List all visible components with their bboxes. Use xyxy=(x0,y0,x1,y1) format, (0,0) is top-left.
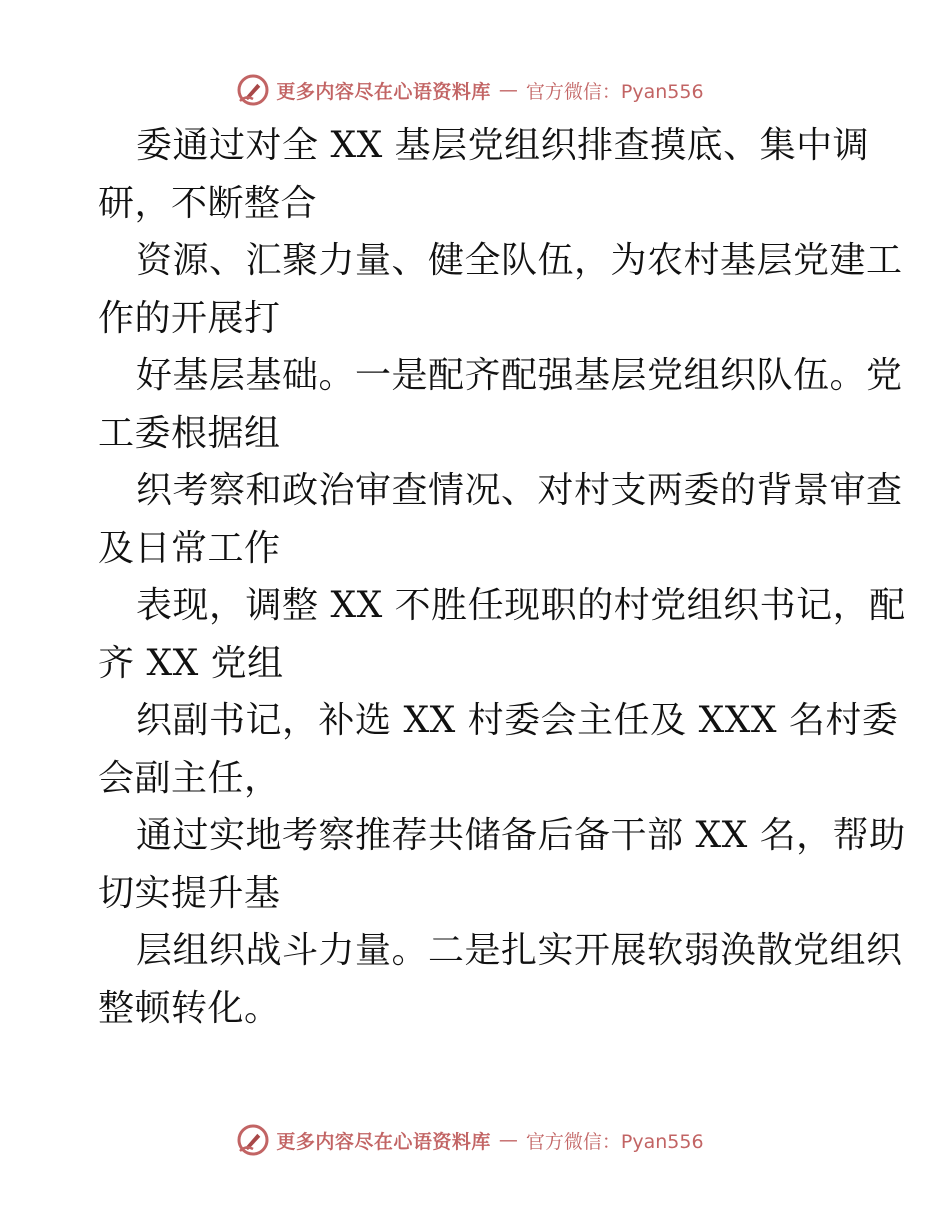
text-line: 层组织战斗力量。二是扎实开展软弱涣散党组织 xyxy=(136,930,903,971)
pen-logo-icon xyxy=(236,73,270,107)
text-line: 通过实地考察推荐共储备后备干部 XX 名，帮助 xyxy=(136,815,906,856)
text-line: 研，不断整合 xyxy=(98,182,318,224)
header-contact: 官方微信：Pyan556 xyxy=(525,80,704,103)
text-line: 资源、汇聚力量、健全队伍，为农村基层党建工 xyxy=(136,240,903,281)
text-line: 及日常工作 xyxy=(98,527,281,569)
text-line: 工委根据组 xyxy=(98,412,281,454)
footer-banner xyxy=(0,1120,950,1160)
footer-separator: — xyxy=(498,1129,518,1151)
text-line: 会副主任， xyxy=(98,757,281,799)
text-line: 整顿转化。 xyxy=(98,987,281,1029)
text-line: 齐 XX 党组 xyxy=(98,642,284,684)
text-line: 好基层基础。一是配齐配强基层党组织队伍。党 xyxy=(136,355,903,396)
header-title: 更多内容尽在心语资料库 xyxy=(276,80,491,103)
text-line: 切实提升基 xyxy=(98,872,281,914)
text-line: 表现，调整 XX 不胜任现职的村党组织书记，配 xyxy=(136,585,906,626)
text-line: 织考察和政治审查情况、对村支两委的背景审查 xyxy=(136,470,903,511)
document-body xyxy=(98,117,906,1037)
footer-banner-inner xyxy=(236,1123,703,1157)
header-banner-inner xyxy=(236,73,703,107)
text-line: 织副书记，补选 XX 村委会主任及 XXX 名村委 xyxy=(136,700,899,741)
footer-title: 更多内容尽在心语资料库 xyxy=(276,1130,491,1153)
header-banner xyxy=(0,70,950,110)
footer-contact: 官方微信：Pyan556 xyxy=(525,1130,704,1153)
text-line: 委通过对全 XX 基层党组织排查摸底、集中调 xyxy=(136,125,870,166)
header-separator: — xyxy=(498,79,518,101)
pen-logo-icon xyxy=(236,1123,270,1157)
text-line: 作的开展打 xyxy=(98,297,281,339)
